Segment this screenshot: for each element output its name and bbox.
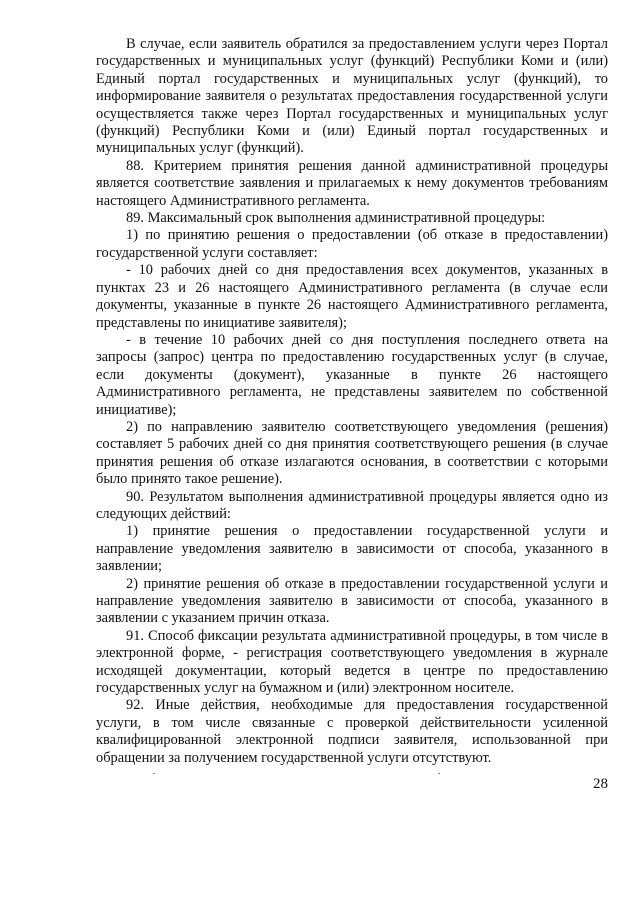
- paragraph-89-item-1: 1) по принятию решения о предоставлении (об отказе в предоставлении) государственной услуги составляет:: [96, 227, 608, 261]
- paragraph-89: 89. Максимальный срок выполнения административной процедуры:: [126, 210, 546, 227]
- paragraph-88: 88. Критерием принятия решения данной административной процедуры является соответствие заявления и прилагаемых к нему документов требованиям настоящего Административного регламента.: [96, 157, 608, 209]
- paragraph-portal-info: В случае, если заявитель обратился за предоставлением услуги через Портал государственных и муниципальных услуг (функций) Республики Коми и (или) Единый портал государственных и муниципальных услуг (функций), то информирование заявителя о результатах предоставления государственной услуги осуществляется также через Портал государственных и муниципальных услуг (функций) Республики Коми и (или) Единый портал государственных и муниципальных услуг (функций).: [96, 36, 608, 157]
- paragraph-89-dash-2: - в течение 10 рабочих дней со дня поступления последнего ответа на запросы (запрос) центра по предоставлению государственных услуг (в случае, если документы (документ), указанные в пункте 26 настоящего Административного регламента, не представлены заявителем по собственной инициативе);: [96, 331, 608, 418]
- paragraph-89-dash-1: - 10 рабочих дней со дня предоставления всех документов, указанных в пунктах 23 и 26 настоящего Административного регламента (в случае если документы, указанные в пункте 26 настоящего Административного регламента, представлены по инициативе заявителя);: [96, 262, 608, 331]
- paragraph-91: 91. Способ фиксации результата административной процедуры, в том числе в электронной форме, - регистрация соответствующего уведомления в журнале исходящей документации, который ведется в центре по предоставлению государственных услуг на бумажном и (или) электронном носителе.: [96, 627, 608, 697]
- paragraph-89-item-2: 2) по направлению заявителю соответствующего уведомления (решения) составляет 5 рабочих дней со дня принятия соответствующего решения (в случае принятия решения об отказе излагаются основания, в соответствии с которыми было принято такое решение).: [96, 418, 608, 488]
- paragraph-90: 90. Результатом выполнения административной процедуры является одно из следующих действий:: [96, 488, 608, 522]
- body-text: [96, 36, 608, 767]
- paragraph-90-item-2: 2) принятие решения об отказе в предоставлении государственной услуги и направление уведомления заявителю в зависимости от способа, указанного в заявлении с указанием причин отказа.: [96, 575, 608, 627]
- paragraph-92: 92. Иные действия, необходимые для предоставления государственной услуги, в том числе связанные с проверкой действительности усиленной квалифицированной электронной подписи заявителя, использованной при обращении за получением государственной услуги отсутствуют.: [96, 697, 608, 766]
- page-number: 28: [593, 776, 608, 792]
- scan-speck: [438, 773, 440, 774]
- scan-speck: [153, 773, 155, 774]
- paragraph-90-item-1: 1) принятие решения о предоставлении государственной услуги и направление уведомления заявителю в зависимости от способа, указанного в заявлении;: [96, 523, 608, 575]
